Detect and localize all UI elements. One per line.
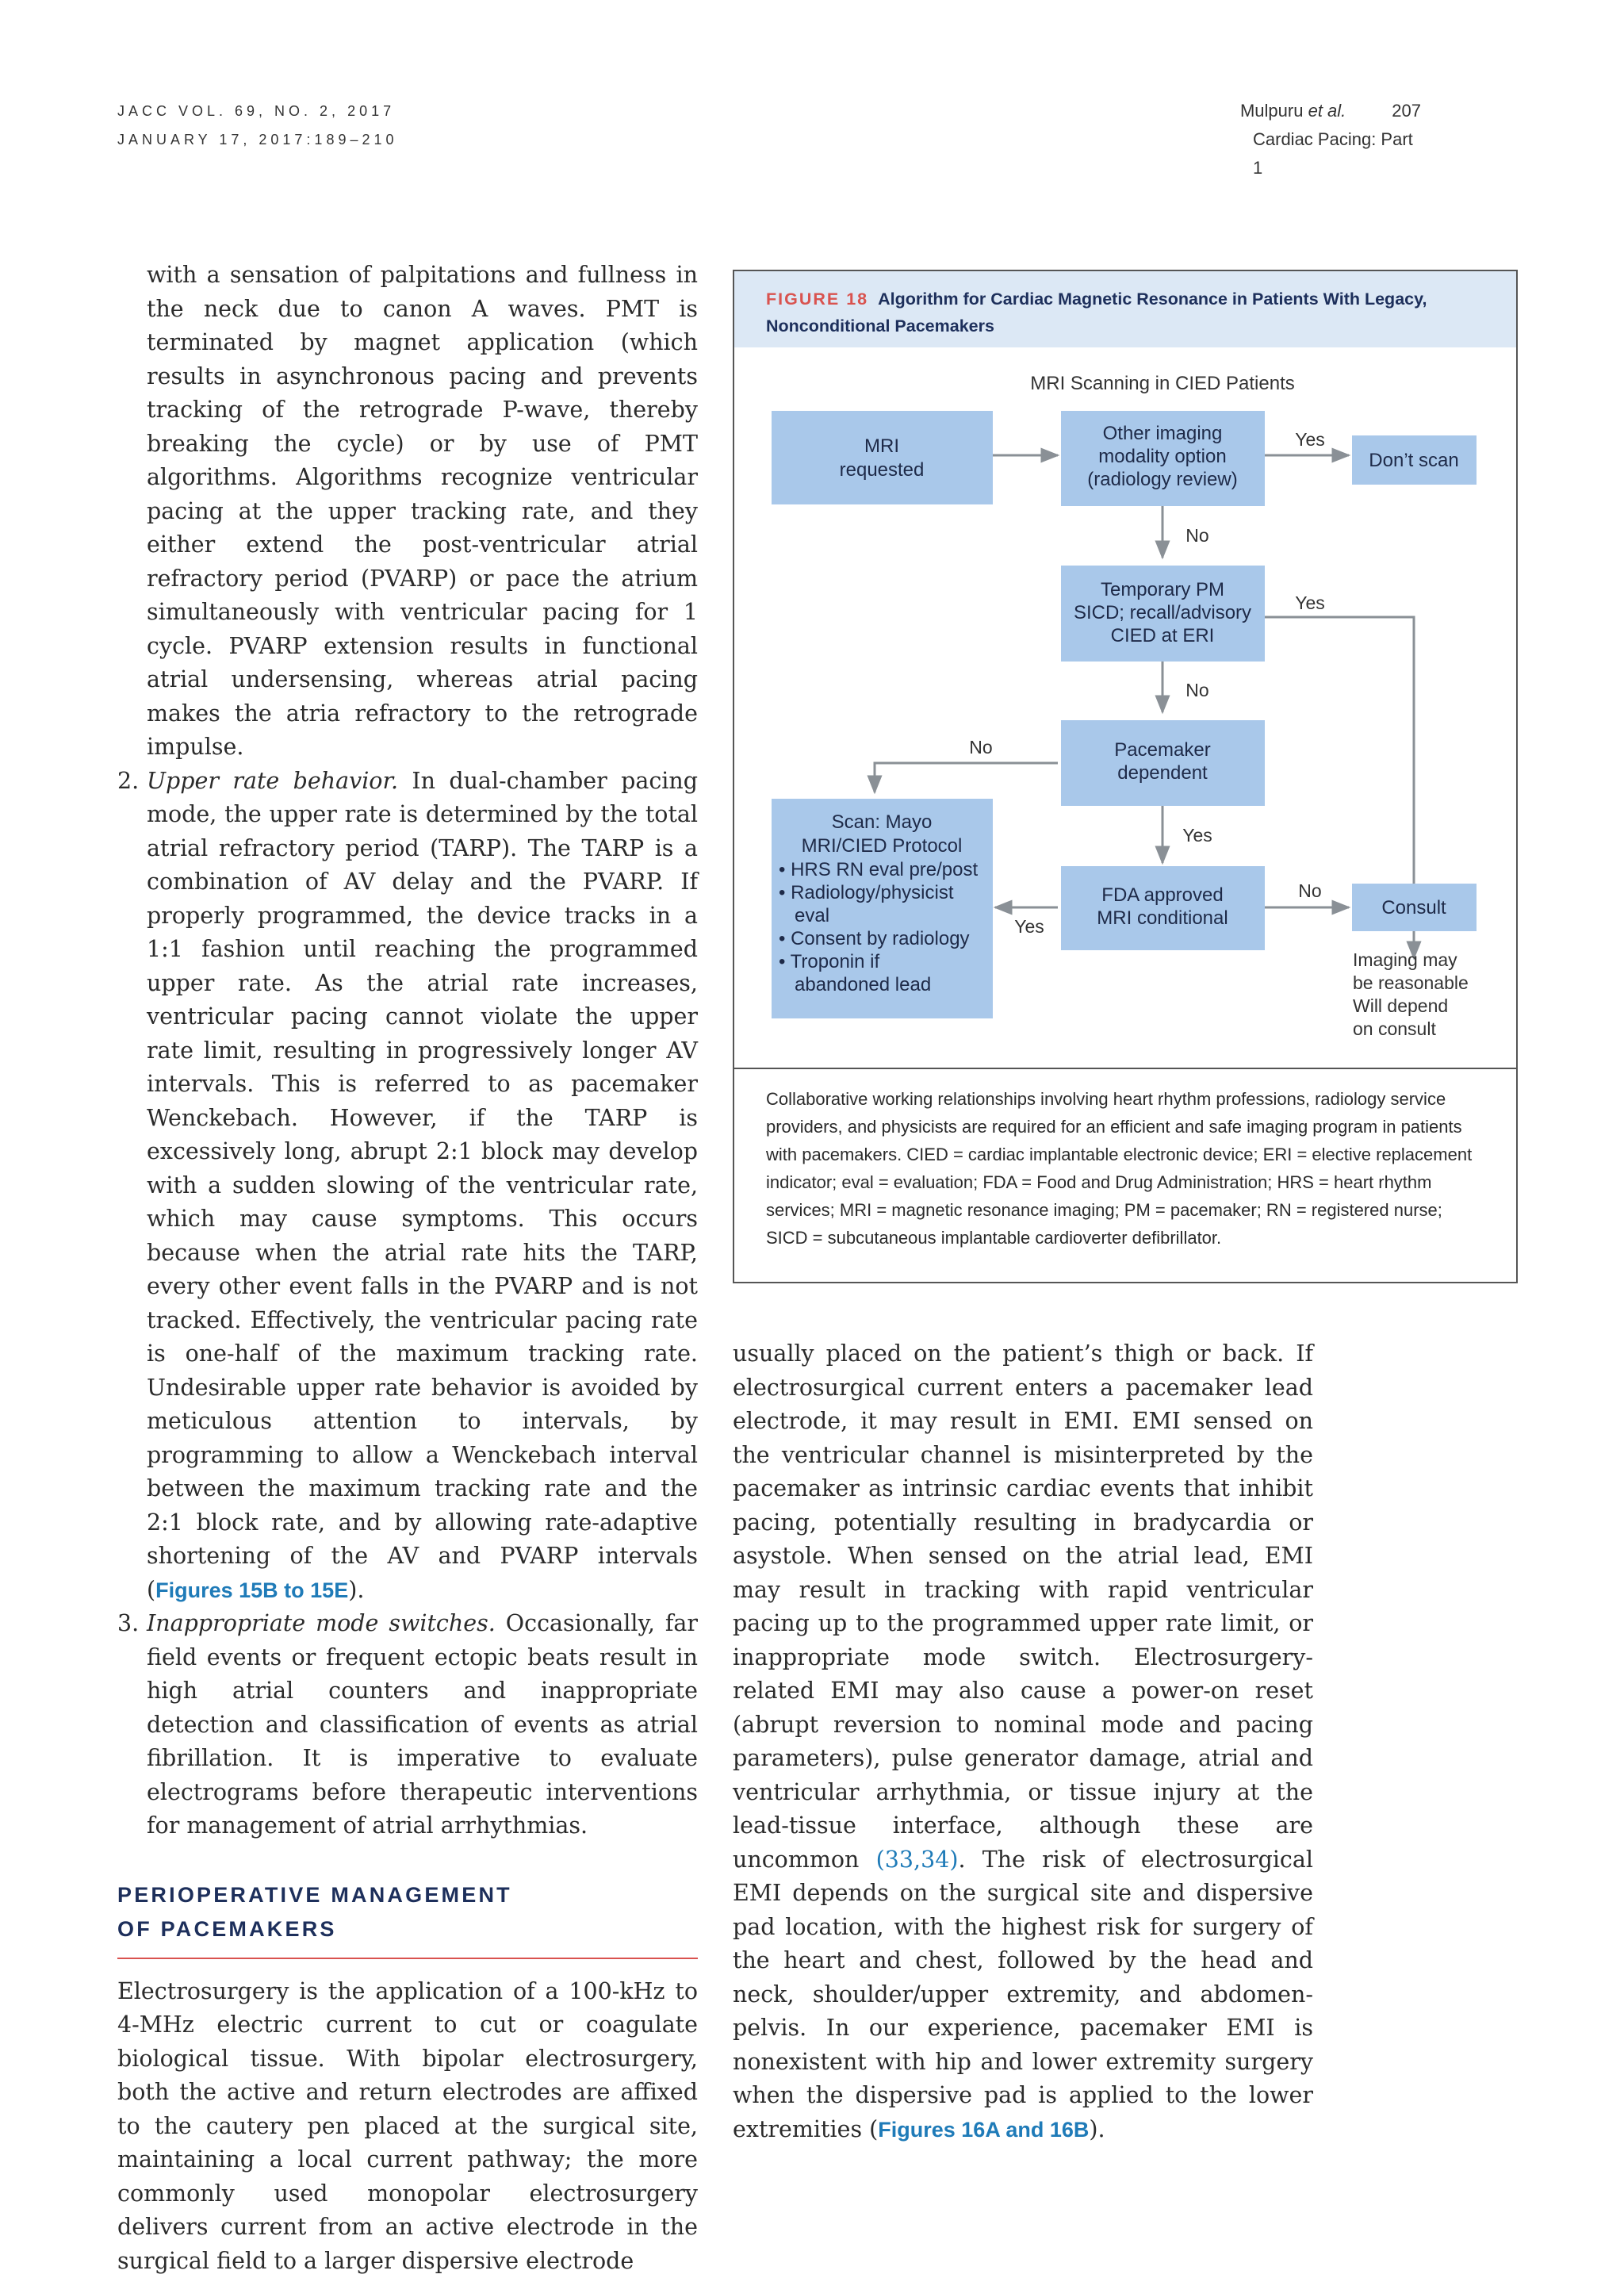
- journal-volume: JACC VOL. 69, NO. 2, 2017: [117, 97, 398, 125]
- box-dep-text-1: Pacemaker: [1114, 739, 1210, 761]
- box-other-text-3: (radiology review): [1087, 469, 1237, 490]
- figure-link-15b-15e[interactable]: Figures 15B to 15E: [155, 1578, 348, 1602]
- running-title: Cardiac Pacing: Part 1: [1237, 125, 1421, 182]
- label-no-dependent: No: [969, 737, 992, 757]
- citation-link[interactable]: (33,34): [876, 1847, 959, 1873]
- figure-link-16a-16b[interactable]: Figures 16A and 16B: [878, 2118, 1089, 2142]
- page-number: 207: [1392, 97, 1421, 125]
- label-yes-dependent: Yes: [1182, 825, 1212, 846]
- box-mri-requested: [772, 411, 993, 504]
- right-paragraph-text-2: . The risk of electrosurgical EMI depends on the surgical site and dispersive pad location, with the highest risk for surgery of the heart and chest, followed by the head and neck, shoulder/upper extremity, and abdomen-pelvis. In our experience, pacemaker EMI is nonexistent with hip and lower extremity surgery when the dispersive pad is applied to the lower extremities (: [733, 1847, 1313, 2142]
- list-item-title: Inappropriate mode switches.: [147, 1610, 496, 1636]
- arrow-dependent-to-scan: [875, 763, 1058, 792]
- box-temp-text-3: CIED at ERI: [1111, 625, 1215, 646]
- scan-item-2: • Radiology/physicist: [779, 882, 954, 903]
- issue-date: JANUARY 17, 2017:189–210: [117, 125, 398, 154]
- list-item-end: ).: [348, 1577, 364, 1603]
- label-no-temp: No: [1185, 680, 1208, 700]
- box-scan-text-2: MRI/CIED Protocol: [802, 835, 963, 857]
- label-yes-fda: Yes: [1014, 916, 1044, 937]
- running-header-right: [1237, 97, 1421, 182]
- section-paragraph: Electrosurgery is the application of a 100-kHz to 4-MHz electric current to cut or coagulate biological tissue. With bipolar electrosurgery, both the active and return electrodes are affixed to the cautery pen placed at the surgical site, maintaining a local current pathway; the more commonly used monopolar electrosurgery delivers current from an active electrode in the surgical field to a larger dispersive electrode: [117, 1975, 698, 2278]
- box-fda-text-1: FDA approved: [1101, 884, 1223, 906]
- section-divider: [117, 1958, 698, 1959]
- label-no-fda: No: [1298, 880, 1321, 901]
- list-item-body: [147, 765, 698, 1608]
- scan-item-2b: eval: [795, 905, 829, 926]
- flowchart: [734, 347, 1516, 1068]
- scan-item-3: • Consent by radiology: [779, 928, 970, 949]
- flowchart-title: MRI Scanning in CIED Patients: [1030, 373, 1294, 394]
- box-fda-text-2: MRI conditional: [1097, 907, 1228, 929]
- box-dontscan-text: Don’t scan: [1369, 450, 1458, 471]
- list-item-text: In dual-chamber pacing mode, the upper rate is determined by the total atrial refractory period (TARP). The TARP is a combination of AV delay and the PVARP. If properly programmed, the device tracks in a 1:1 fashion until reaching the programmed upper rate. As the atrial rate increases, ventricular pacing cannot violate the upper rate limit, resulting in progressively longer AV intervals. This is referred to as pacemaker Wenckebach. However, if the TARP is excessively long, abrupt 2:1 block may develop with a sudden slowing of the ventricular rate, which may cause symptoms. This occurs because when the atrial rate hits the TARP, every other event falls in the PVARP and is not tracked. Effectively, the ventricular pacing rate is one-half of the maximum tracking rate. Undesirable upper rate behavior is avoided by meticulous attention to intervals, by programming to allow a Wenckebach interval between the maximum tracking rate and the 2:1 block rate, and by allowing rate-adaptive shortening of the AV and PVARP intervals (: [147, 768, 698, 1603]
- consult-note-3: Will depend: [1353, 995, 1448, 1016]
- consult-note: [1353, 949, 1469, 1039]
- list-item-upper-rate: [117, 765, 698, 1608]
- figure-caption: Collaborative working relationships involving heart rhythm professions, radiology service providers, and physicists are required for an efficient and safe imaging program in patients with pacemakers. CIED = cardiac implantable electronic device; ERI = elective replacement indicator; eval = evaluation; FDA = Food and Drug Administration; HRS = heart rhythm services; MRI = magnetic resonance imaging; PM = pacemaker; RN = registered nurse; SICD = subcutaneous implantable cardioverter defibrillator.: [734, 1068, 1516, 1252]
- right-paragraph: [733, 1337, 1313, 2146]
- author-name: Mulpuru: [1240, 101, 1303, 121]
- list-number: 3.: [117, 1607, 147, 1843]
- list-item-text: Occasionally, far field events or frequent ectopic beats result in high atrial counters and inappropriate detection and classification of events as atrial fibrillation. It is imperative to evaluate electrograms before therapeutic interventions for management of atrial arrhythmias.: [147, 1610, 698, 1839]
- section-heading-line1: PERIOPERATIVE MANAGEMENT: [117, 1878, 698, 1912]
- box-mri-text-2: requested: [840, 459, 925, 481]
- label-yes-temp: Yes: [1295, 593, 1325, 613]
- box-scan-text-1: Scan: Mayo: [832, 811, 933, 833]
- intro-paragraph: with a sensation of palpitations and fullness in the neck due to canon A waves. PMT is terminated by magnet application (which results in asynchronous pacing and prevents tracking of the retrograde P-wave, thereby breaking the cycle) or by use of PMT algorithms. Algorithms recognize ventricular pacing at the upper tracking rate, and they either extend the post-ventricular atrial refractory period (PVARP) or pace the atrium simultaneously with ventricular pacing for 1 cycle. PVARP extension results in functional atrial undersensing, whereas atrial pacing makes the atria refractory to the retrograde impulse.: [117, 259, 698, 765]
- list-item-body: [147, 1607, 698, 1843]
- right-paragraph-text: usually placed on the patient’s thigh or back. If electrosurgical current enters a pacemaker lead electrode, it may result in EMI. EMI sensed on the ventricular channel is misinterpreted by the pacemaker as intrinsic cardiac events that inhibit pacing, potentially resulting in bradycardia or asystole. When sensed on the atrial lead, EMI may result in tracking with rapid ventricular pacing up to the programmed upper rate limit, or inappropriate mode switch. Electrosurgery-related EMI may also cause a power-on reset (abrupt reversion to nominal mode and pacing parameters), pulse generator damage, atrial and ventricular arrhythmia, or tissue injury at the lead-tissue interface, although these are uncommon: [733, 1340, 1313, 1873]
- box-temp-text-1: Temporary PM: [1101, 579, 1224, 600]
- figure-label: FIGURE 18: [766, 290, 868, 309]
- box-consult-text: Consult: [1381, 897, 1446, 918]
- section-heading-line2: OF PACEMAKERS: [117, 1912, 698, 1946]
- label-yes-dontscan: Yes: [1295, 429, 1325, 450]
- box-mri-text-1: MRI: [864, 435, 899, 457]
- right-paragraph-end: ).: [1089, 2116, 1105, 2142]
- box-temp-text-2: SICD; recall/advisory: [1074, 602, 1251, 623]
- author-etal: et al.: [1308, 101, 1346, 121]
- author-line: [1240, 97, 1346, 125]
- figure-18: [733, 270, 1518, 1283]
- left-column: [117, 259, 698, 2278]
- running-header-left: [117, 97, 398, 154]
- consult-note-4: on consult: [1353, 1018, 1436, 1039]
- list-number: 2.: [117, 765, 147, 1608]
- box-other-text-2: modality option: [1098, 446, 1226, 467]
- label-no-other: No: [1185, 525, 1208, 546]
- right-column: [733, 1337, 1313, 2146]
- consult-note-2: be reasonable: [1353, 972, 1469, 993]
- scan-item-4b: abandoned lead: [795, 974, 931, 995]
- list-item-title: Upper rate behavior.: [147, 768, 398, 794]
- figure-title: Algorithm for Cardiac Magnetic Resonance in Patients With Legacy, Nonconditional Pacemakers: [766, 290, 1427, 336]
- box-other-text-1: Other imaging: [1103, 423, 1223, 444]
- scan-item-1: • HRS RN eval pre/post: [779, 859, 978, 880]
- figure-title-band: [734, 271, 1516, 347]
- section-heading: [117, 1878, 698, 1946]
- box-dep-text-2: dependent: [1117, 762, 1208, 784]
- scan-item-4: • Troponin if: [779, 951, 879, 972]
- list-item-mode-switch: [117, 1607, 698, 1843]
- consult-note-1: Imaging may: [1353, 949, 1457, 970]
